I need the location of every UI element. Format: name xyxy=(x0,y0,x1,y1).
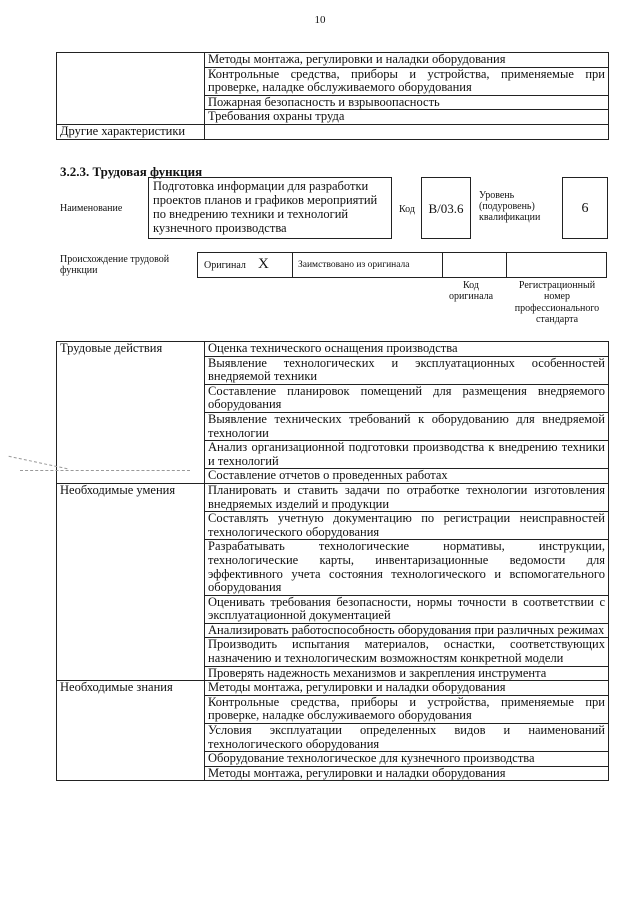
skill-item: Оценивать требования безопасности, нормы точности в соответствии с эксплуатационной документацией xyxy=(205,595,609,623)
origin-label: Происхождение трудовой функции xyxy=(60,254,170,276)
knowledge-label: Необходимые знания xyxy=(57,681,205,781)
section-heading: 3.2.3. Трудовая функция xyxy=(60,164,203,179)
knowledge-item: Оборудование технологическое для кузнечного производства xyxy=(205,752,609,767)
code-original-caption: Код оригинала xyxy=(448,280,494,303)
skill-item: Проверять надежность механизмов и закрепления инструмента xyxy=(205,666,609,681)
name-label: Наименование xyxy=(60,203,123,214)
skill-item: Производить испытания материалов, оснастки, соответствующих назначению и технологическим возможностям конкретной модели xyxy=(205,638,609,666)
labor-action-item: Составление отчетов о проведенных работах xyxy=(205,469,609,484)
borrowed-label: Заимствовано из оригинала xyxy=(298,260,410,270)
labor-action-item: Выявление технических требований к оборудованию для внедряемой технологии xyxy=(205,412,609,440)
registration-number-caption: Регистрационный номер профессионального стандарта xyxy=(514,280,600,326)
skill-item: Составлять учетную документацию по регистрации неисправностей технологического оборудования xyxy=(205,512,609,540)
main-function-table xyxy=(56,341,609,781)
knowledge-item: Методы монтажа, регулировки и наладки оборудования xyxy=(205,766,609,781)
top-row: Методы монтажа, регулировки и наладки оборудования xyxy=(205,53,609,68)
level-label: Уровень (подуровень) квалификации xyxy=(479,190,541,223)
top-row: Требования охраны труда xyxy=(205,110,609,125)
knowledge-item: Методы монтажа, регулировки и наладки оборудования xyxy=(205,681,609,696)
skill-item: Планировать и ставить задачи по отработке технологии изготовления внедряемых изделий и продукции xyxy=(205,483,609,511)
labor-action-item: Оценка технического оснащения производства xyxy=(205,342,609,357)
function-code-box: B/03.6 xyxy=(421,177,471,239)
level-value-box: 6 xyxy=(562,177,608,239)
page-number: 10 xyxy=(314,14,326,26)
scan-artifact-line xyxy=(20,470,190,471)
knowledge-item: Контрольные средства, приборы и устройства, применяемые при проверке, наладке обслуживаемого оборудования xyxy=(205,695,609,723)
original-mark: X xyxy=(258,256,269,272)
labor-actions-label: Трудовые действия xyxy=(57,342,205,484)
other-characteristics-value xyxy=(205,124,609,139)
skills-label: Необходимые умения xyxy=(57,483,205,680)
labor-action-item: Составление планировок помещений для размещения внедряемого оборудования xyxy=(205,384,609,412)
empty-label-cell xyxy=(57,53,205,125)
labor-action-item: Выявление технологических и эксплуатационных особенностей внедряемой техники xyxy=(205,356,609,384)
top-characteristics-table xyxy=(56,52,609,140)
skill-item: Анализировать работоспособность оборудования при различных режимах xyxy=(205,623,609,638)
knowledge-item: Условия эксплуатации определенных видов и наименований технологического оборудования xyxy=(205,724,609,752)
function-name-box: Подготовка информации для разработки проектов планов и графиков мероприятий по внедрению техники и технологий кузнечного производства xyxy=(148,177,392,239)
top-row: Пожарная безопасность и взрывоопасность xyxy=(205,95,609,110)
labor-action-item: Анализ организационной подготовки производства к внедрению техники и технологий xyxy=(205,441,609,469)
original-label: Оригинал xyxy=(204,260,246,271)
origin-row xyxy=(197,252,607,278)
other-characteristics-label: Другие характеристики xyxy=(57,124,205,139)
top-row: Контрольные средства, приборы и устройства, применяемые при проверке, наладке обслуживаемого оборудования xyxy=(205,67,609,95)
code-label: Код xyxy=(399,204,415,215)
skill-item: Разрабатывать технологические нормативы, инструкции, технологические карты, инвентаризационные ведомости для эффективного учета состояния технологического и вспомогательного оборудования xyxy=(205,540,609,595)
